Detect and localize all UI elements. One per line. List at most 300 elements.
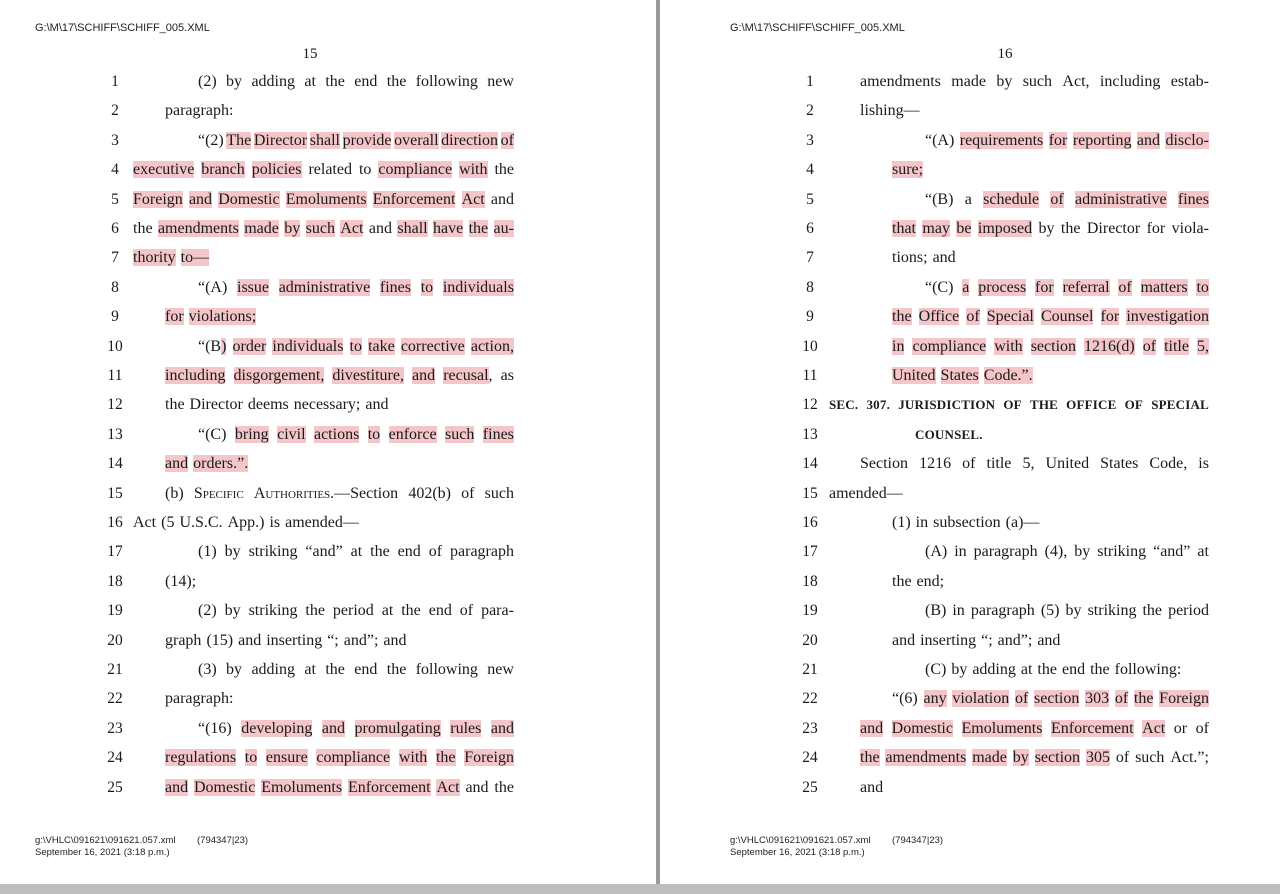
- line-number: 15: [802, 484, 818, 502]
- word: shall: [309, 131, 340, 149]
- word: ensure: [265, 749, 308, 767]
- line-number: 4: [806, 161, 814, 179]
- word: is: [1198, 455, 1209, 473]
- word: (B): [925, 602, 947, 620]
- word: OF: [1003, 397, 1022, 413]
- footer-date: September 16, 2021 (3:18 p.m.): [730, 847, 865, 858]
- word: and: [383, 631, 407, 649]
- page-number: 15: [302, 46, 318, 62]
- text-line: [892, 219, 1209, 239]
- word: be: [956, 220, 972, 237]
- word: to: [349, 337, 362, 355]
- text-line: [133, 160, 514, 180]
- word: (1): [892, 514, 911, 531]
- text-line: [892, 366, 1209, 386]
- word: Specific: [193, 484, 244, 502]
- word: SPECIAL: [1151, 397, 1209, 413]
- word: the: [165, 396, 185, 414]
- word: United: [892, 367, 936, 384]
- word: the: [325, 73, 345, 90]
- highlight-gap: [194, 161, 201, 179]
- word: 5,: [1196, 337, 1209, 355]
- word: the: [860, 749, 880, 767]
- text-line: [860, 101, 1209, 121]
- text-line: [860, 454, 1209, 474]
- highlight-gap: [1039, 191, 1050, 209]
- text-line: [925, 278, 1209, 298]
- word: of: [461, 484, 475, 502]
- word: to: [420, 278, 434, 296]
- line-number: 21: [107, 661, 123, 678]
- word: such: [305, 220, 335, 237]
- word: title: [986, 455, 1012, 473]
- word: bring: [234, 425, 269, 443]
- highlight-gap: [380, 426, 388, 444]
- word: of: [1115, 749, 1130, 767]
- line-number: 9: [806, 308, 814, 326]
- word: Code,: [1149, 455, 1188, 473]
- word: title: [1164, 337, 1189, 355]
- word: “(16): [198, 719, 232, 737]
- text-line: [925, 601, 1209, 621]
- word: Foreign: [464, 749, 514, 767]
- word: or: [1173, 719, 1188, 737]
- highlight-gap: [308, 749, 317, 767]
- word: “;: [981, 631, 993, 649]
- line-number: 20: [802, 631, 818, 649]
- word: paragraph: [450, 543, 514, 561]
- word: 1216: [919, 455, 952, 473]
- word: imposed: [977, 220, 1033, 237]
- highlight-gap: [359, 426, 367, 444]
- word: United: [1045, 455, 1090, 473]
- line-number: 17: [802, 543, 818, 561]
- word: in: [915, 514, 929, 531]
- word: “(B): [198, 337, 227, 355]
- word: violation: [952, 690, 1010, 708]
- word: striking: [248, 543, 298, 561]
- line-number: 24: [107, 749, 123, 767]
- highlight-gap: [969, 279, 978, 297]
- text-line: [133, 190, 514, 210]
- word: process: [978, 278, 1027, 296]
- highlight-gap: [1119, 308, 1126, 326]
- word: Special: [986, 308, 1034, 326]
- footer-date: September 16, 2021 (3:18 p.m.): [35, 847, 170, 858]
- text-line: [198, 337, 514, 357]
- word: (2): [198, 602, 217, 620]
- text-line: [860, 778, 1209, 798]
- word: policies: [251, 161, 302, 179]
- word: by: [224, 602, 241, 620]
- line-number: 10: [802, 337, 818, 355]
- word: Section: [860, 455, 908, 473]
- word: the: [435, 749, 456, 767]
- word: the: [1037, 661, 1057, 678]
- word: (A): [925, 543, 948, 561]
- text-line: [133, 513, 514, 533]
- word: graph: [165, 631, 202, 649]
- word: “(C): [925, 278, 954, 296]
- word: the: [370, 543, 390, 561]
- word: and: [165, 778, 189, 796]
- word: and: [188, 190, 213, 208]
- word: Domestic: [218, 190, 280, 208]
- word: and”;: [343, 631, 379, 649]
- word: section: [1034, 749, 1081, 767]
- word: The: [226, 131, 252, 149]
- word: compliance: [912, 337, 987, 355]
- highlight-gap: [1054, 279, 1063, 297]
- word: the: [892, 572, 912, 590]
- highlight-gap: [452, 161, 459, 179]
- word: disclo-: [1165, 131, 1209, 149]
- highlight-gap: [1093, 308, 1100, 326]
- footer-file: g:\VHLC\091621\091621.057.xml: [730, 835, 871, 846]
- text-line: [198, 542, 514, 562]
- word: rules: [450, 719, 482, 737]
- word: promulgating: [354, 719, 441, 737]
- word: by: [996, 73, 1013, 90]
- word: amendments: [885, 749, 967, 767]
- highlight-gap: [1167, 191, 1178, 209]
- word: 5,: [1022, 455, 1035, 473]
- line-number: 25: [107, 778, 123, 796]
- line-number: 2: [111, 102, 119, 120]
- highlight-gap: [1026, 279, 1035, 297]
- word: and: [368, 220, 392, 237]
- highlight-gap: [427, 749, 436, 767]
- word: “and”: [305, 543, 343, 561]
- word: at: [1197, 543, 1209, 561]
- word: Act: [1142, 719, 1166, 737]
- word: (b): [165, 484, 184, 502]
- word: end: [354, 73, 378, 90]
- line-number: 1: [806, 73, 814, 90]
- word: SEC.: [829, 397, 859, 413]
- word: following:: [1114, 661, 1182, 678]
- word: lishing—: [860, 102, 920, 120]
- word: as: [500, 367, 514, 384]
- line-number: 14: [802, 455, 818, 473]
- word: estab-: [1170, 73, 1209, 90]
- word: for: [1035, 278, 1054, 296]
- highlight-gap: [1135, 338, 1143, 356]
- page-header-path: G:\M\17\SCHIFF\SCHIFF_005.XML: [730, 22, 905, 34]
- word: Enforcement: [347, 778, 431, 796]
- word: made: [972, 749, 1007, 767]
- word: inserting: [920, 631, 977, 649]
- word: the: [1142, 602, 1163, 620]
- word: by: [226, 661, 243, 678]
- word: violations;: [188, 308, 257, 326]
- line-number: 19: [802, 602, 818, 620]
- word: such: [484, 484, 514, 502]
- word: 402(b): [408, 484, 451, 502]
- word: action,: [470, 337, 514, 355]
- word: the: [468, 220, 489, 237]
- text-line: [165, 484, 514, 504]
- line-number: 1: [111, 73, 119, 90]
- footer-code: (794347|23): [197, 835, 249, 846]
- text-line: [165, 307, 514, 327]
- word: end: [1061, 661, 1086, 678]
- text-line: [892, 631, 1209, 651]
- text-line: [165, 454, 514, 474]
- word: of: [1142, 337, 1157, 355]
- word: requirements: [959, 131, 1044, 149]
- word: striking: [1087, 602, 1137, 620]
- word: Domestic: [891, 719, 953, 737]
- word: for: [1100, 308, 1120, 326]
- word: (5): [1040, 602, 1060, 620]
- word: “(A): [925, 131, 955, 149]
- highlight-gap: [306, 426, 314, 444]
- word: striking: [248, 602, 298, 620]
- word: such: [445, 425, 475, 443]
- text-line: [892, 160, 1209, 180]
- line-number: 7: [806, 249, 814, 267]
- line-number: 12: [107, 396, 123, 414]
- highlight-gap: [269, 279, 279, 297]
- word: paragraph:: [165, 102, 234, 120]
- word: COUNSEL.: [915, 426, 983, 442]
- word: provide: [342, 131, 392, 149]
- line-number: 20: [107, 631, 123, 649]
- text-line: [165, 631, 514, 651]
- line-number: 18: [802, 572, 818, 590]
- word: with: [398, 749, 428, 767]
- line-number: 5: [806, 190, 814, 208]
- word: Enforcement: [1050, 719, 1134, 737]
- line-number: 14: [107, 455, 123, 473]
- line-number: 4: [111, 161, 119, 179]
- word: to: [1196, 278, 1209, 296]
- word: “(A): [198, 278, 228, 296]
- word: and: [892, 631, 916, 649]
- highlight-gap: [980, 308, 987, 326]
- highlight-gap: [959, 308, 966, 326]
- word: developing: [241, 719, 313, 737]
- word: Director: [253, 131, 308, 149]
- word: administrative: [278, 278, 371, 296]
- word: Act: [436, 778, 460, 796]
- footer-file: g:\VHLC\091621\091621.057.xml: [35, 835, 176, 846]
- word: at: [1020, 661, 1033, 678]
- word: “and”: [1153, 543, 1191, 561]
- word: viola-: [1171, 220, 1209, 237]
- word: States: [940, 367, 979, 384]
- text-line: [892, 337, 1209, 357]
- word: administrative: [1075, 190, 1167, 208]
- word: JURISDICTION: [898, 397, 996, 413]
- word: that: [892, 220, 916, 237]
- word: Director: [1086, 220, 1141, 237]
- word: the: [494, 778, 514, 796]
- word: (3): [198, 661, 217, 678]
- highlight-gap: [324, 367, 332, 385]
- word: the: [401, 602, 421, 620]
- text-line: [133, 219, 514, 239]
- word: subsection: [933, 514, 1001, 531]
- word: 305: [1085, 749, 1110, 767]
- line-number: 8: [806, 278, 814, 296]
- word: of: [966, 308, 980, 326]
- word: compliance: [378, 161, 453, 179]
- highlight-gap: [245, 161, 252, 179]
- text-line: [165, 395, 514, 415]
- word: period: [332, 602, 374, 620]
- text-line: [925, 190, 1209, 210]
- word: amended—: [829, 484, 903, 502]
- word: (1): [198, 543, 217, 561]
- line-number: 6: [806, 220, 814, 237]
- word: the: [325, 661, 345, 678]
- line-number: 2: [806, 102, 814, 120]
- word: “;: [327, 631, 339, 649]
- text-line: [829, 484, 1209, 504]
- word: a: [962, 278, 970, 296]
- line-number: 10: [107, 337, 123, 355]
- word: referral: [1062, 278, 1110, 296]
- word: amendments: [860, 73, 941, 90]
- word: direction: [441, 131, 498, 149]
- text-line: [198, 131, 514, 151]
- text-line: [165, 366, 514, 386]
- word: and: [465, 778, 489, 796]
- page-footer: [35, 835, 249, 859]
- word: the: [133, 220, 153, 237]
- text-line: [860, 72, 1209, 92]
- word: adding: [251, 73, 295, 90]
- word: Authorities.—Section: [253, 484, 399, 502]
- line-number: 19: [107, 602, 123, 620]
- word: for: [165, 308, 184, 326]
- word: of: [1014, 690, 1029, 708]
- text-line: [165, 748, 514, 768]
- word: OFFICE: [1066, 397, 1117, 413]
- highlight-gap: [883, 720, 892, 738]
- word: Foreign: [1159, 690, 1209, 708]
- line-number: 3: [806, 131, 814, 149]
- word: THE: [1029, 397, 1059, 413]
- word: the: [386, 661, 407, 678]
- word: Act: [133, 514, 157, 531]
- word: in: [952, 602, 965, 620]
- text-line: [198, 719, 514, 739]
- word: and: [365, 396, 389, 414]
- word: the: [1133, 690, 1154, 708]
- line-number: 22: [802, 690, 818, 708]
- word: schedule: [983, 190, 1040, 208]
- word: of: [1195, 719, 1209, 737]
- highlight-gap: [269, 426, 277, 444]
- word: striking: [1097, 543, 1147, 561]
- word: following: [415, 73, 478, 90]
- text-line: [860, 719, 1209, 739]
- highlight-gap: [953, 720, 962, 738]
- word: U.S.C.: [179, 514, 223, 531]
- word: Code.”.: [983, 367, 1033, 384]
- word: actions: [313, 425, 360, 443]
- highlight-gap: [435, 367, 443, 385]
- word: to: [244, 749, 258, 767]
- line-number: 11: [107, 367, 123, 384]
- word: para-: [481, 602, 514, 620]
- word: States: [1100, 455, 1139, 473]
- highlight-gap: [1064, 191, 1075, 209]
- word: 1216(d): [1084, 337, 1135, 355]
- word: related: [308, 161, 352, 179]
- word: end: [397, 543, 421, 561]
- highlight-gap: [481, 720, 491, 738]
- word: amendments: [157, 220, 239, 237]
- word: Act,: [1062, 73, 1090, 90]
- line-number: 9: [111, 308, 119, 326]
- word: take: [368, 337, 395, 355]
- line-number: 21: [802, 661, 818, 678]
- word: the: [305, 602, 325, 620]
- line-number: 22: [107, 690, 123, 708]
- text-line: [925, 131, 1209, 151]
- word: paragraph: [973, 543, 1038, 561]
- word: have: [432, 220, 464, 237]
- word: overall: [394, 131, 439, 149]
- text-line: [198, 425, 514, 445]
- text-line: [925, 660, 1209, 680]
- word: inserting: [266, 631, 323, 649]
- word: including: [1099, 73, 1161, 90]
- word: and”;: [997, 631, 1033, 649]
- line-number: 8: [111, 278, 119, 296]
- word: Counsel: [1040, 308, 1094, 326]
- word: by: [224, 543, 241, 561]
- word: section: [1034, 690, 1080, 708]
- word: the: [1060, 220, 1081, 237]
- word: adding: [251, 661, 295, 678]
- word: and: [1136, 131, 1161, 149]
- highlight-gap: [1042, 720, 1051, 738]
- line-number: 23: [107, 719, 123, 737]
- highlight-gap: [257, 749, 266, 767]
- text-line: [165, 689, 514, 709]
- highlight-gap: [370, 279, 380, 297]
- word: Act: [340, 220, 364, 237]
- word: amended—: [285, 514, 359, 531]
- word: deems: [247, 396, 289, 414]
- word: and: [1037, 631, 1061, 649]
- text-line: [165, 572, 514, 592]
- word: by: [1074, 543, 1091, 561]
- word: the: [386, 73, 407, 90]
- word: App.): [227, 514, 265, 531]
- word: disgorgement,: [233, 367, 325, 384]
- word: reporting: [1072, 131, 1132, 149]
- highlight-gap: [1156, 338, 1164, 356]
- word: is: [269, 514, 281, 531]
- word: Domestic: [193, 778, 256, 796]
- word: by: [226, 73, 243, 90]
- text-line: [133, 248, 514, 268]
- highlight-gap: [912, 308, 919, 326]
- highlight-gap: [1189, 338, 1197, 356]
- word: and: [238, 631, 262, 649]
- word: shall: [397, 220, 428, 237]
- word: period: [1168, 602, 1209, 620]
- word: by: [1065, 602, 1082, 620]
- word: a: [964, 190, 972, 208]
- word: recusal,: [443, 367, 493, 384]
